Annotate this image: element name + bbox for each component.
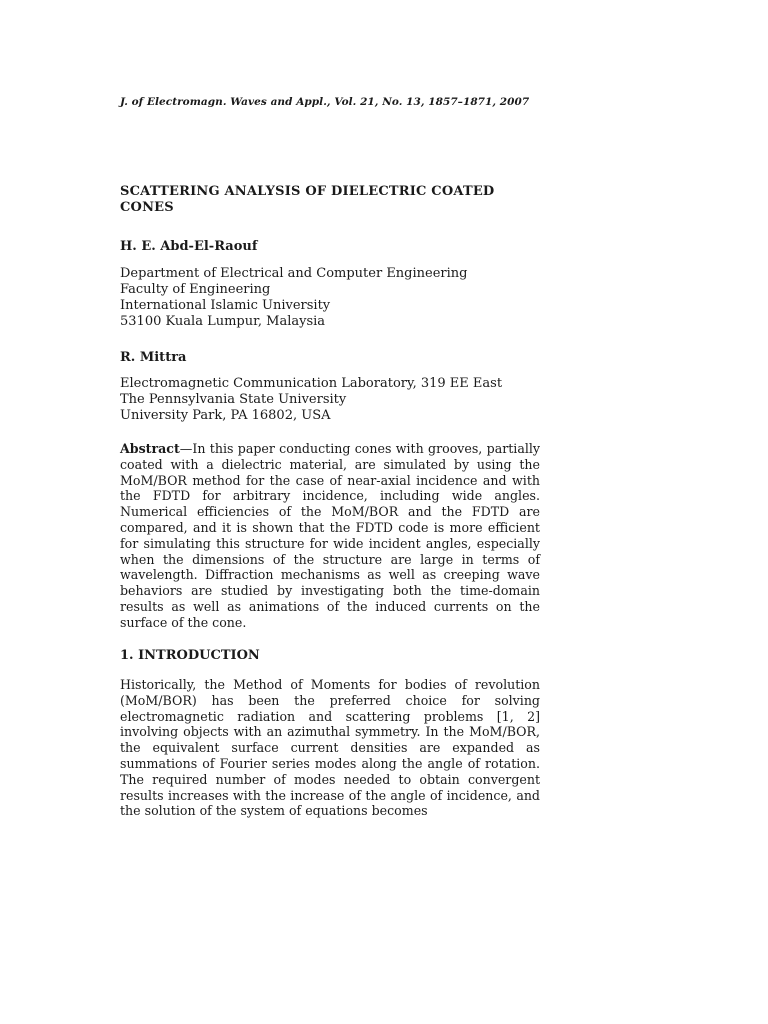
abstract-text: —In this paper conducting cones with grooves, partially coated with a dielectric material, are simulated by using the MoM/BOR method for the case of near-axial incidence and with the FDTD for arbitrary incidence, including wide angles. Numerical efficiencies of the MoM/BOR and the FDTD are compared, and it is shown that the FDTD code is more efficient for simulating this structure for wide incident angles, especially when the dimensions of the structure are large in terms of wavelength. Diffraction mechanisms as well as creeping wave behaviors are studied by investigating both the time-domain results as well as animations of the induced currents on the surface of the cone. — [120, 441, 540, 630]
section-heading: 1. INTRODUCTION — [120, 648, 260, 663]
affiliation-line: Department of Electrical and Computer Engineering — [120, 266, 468, 281]
affiliation-line: Electromagnetic Communication Laboratory, 319 EE East — [120, 376, 503, 391]
abstract-label: Abstract — [120, 441, 180, 456]
affiliation-line: International Islamic University — [120, 298, 331, 313]
affiliation-line: The Pennsylvania State University — [120, 392, 347, 407]
affiliation-line: 53100 Kuala Lumpur, Malaysia — [120, 314, 326, 329]
abstract — [120, 441, 540, 631]
author-affiliation — [120, 376, 540, 424]
author-name: H. E. Abd-El-Raouf — [120, 239, 258, 254]
author-affiliation — [120, 266, 540, 330]
affiliation-line: Faculty of Engineering — [120, 282, 271, 297]
introduction-paragraph: Historically, the Method of Moments for bodies of revolution (MoM/BOR) has been the preferred choice for solving electromagnetic radiation and scattering problems [1, 2] involving objects with an azimuthal symmetry. In the MoM/BOR, the equivalent surface current densities are expanded as summations of Fourier series modes along the angle of rotation. The required number of modes needed to obtain convergent results increases with the increase of the angle of incidence, and the solution of the system of equations becomes — [120, 677, 540, 819]
affiliation-line: University Park, PA 16802, USA — [120, 408, 331, 423]
author-name: R. Mittra — [120, 350, 187, 365]
paper-title: SCATTERING ANALYSIS OF DIELECTRIC COATED CONES — [120, 184, 495, 215]
journal-citation: J. of Electromagn. Waves and Appl., Vol. 21, No. 13, 1857–1871, 2007 — [120, 96, 530, 108]
